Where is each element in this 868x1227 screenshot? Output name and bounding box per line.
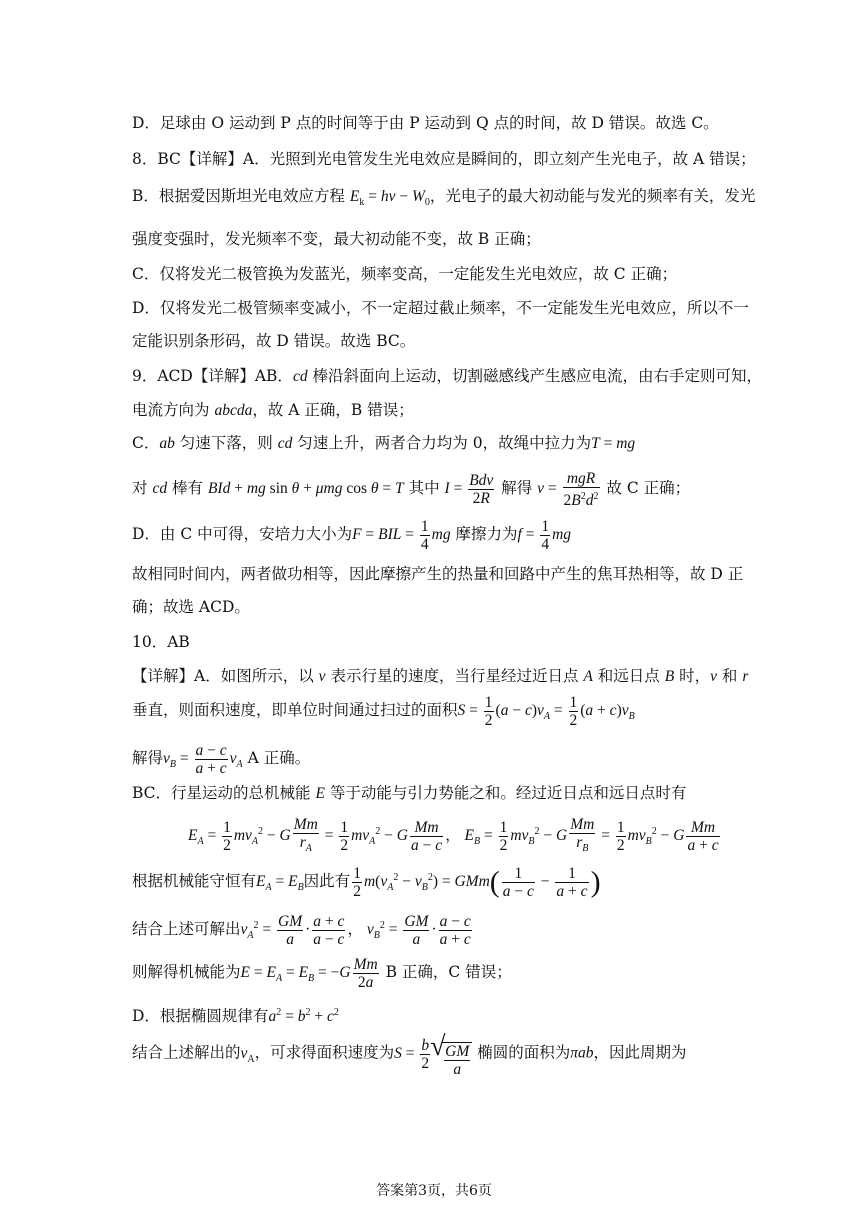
text: 【详解】A．如图所示，以 — [132, 667, 319, 685]
text: ，故 A 正确，B 错误； — [252, 401, 414, 419]
text: ，可求得面积速度为 — [254, 1043, 395, 1062]
text-line — [132, 738, 310, 785]
text-line — [132, 690, 635, 737]
formula: $E_k = h\nu - W_0$ — [349, 188, 430, 209]
text: 解得 — [132, 749, 164, 767]
formula: $E_A$ = $\frac{1}{2}$ $mv_A^2 - G$ $\frac{Mm}{r_A}$ = $\frac{1}{2}$ $mv_A^2 - G$ $\frac{Mm}{a - c}$ ， $E_B$ = $\frac{1}{2}$ $mv_B^2 - G$ $\frac{Mm}{r_B}$ = $\frac{1}{2}$ $mv_B^2 - G$ $\frac{Mm}{a + c}$ — [188, 816, 719, 855]
text-line: 对 cd 棒有 BId + mg sin θ + μmg cos θ = T 其中 I = $\frac{\text{Bdv}}{2R}$ 解得 v = $\frac{\text{mgR}}{2B^2d^2}$ 故 C 正确； — [132, 469, 691, 510]
text: 强度变强时，发光频率不变，最大初动能不变，故 B 正确； — [132, 230, 541, 248]
text: 则解得机械能为 — [132, 963, 241, 981]
text: D．根据椭圆规律有 — [132, 1007, 269, 1026]
text: D．仅将发光二极管频率变减小，不一定超过截止频率，不一定能发生光电效应，所以不一 — [132, 299, 749, 317]
text: 和远日点 — [592, 667, 665, 685]
formula: BId + mg sin θ + μmg cos θ = T — [207, 480, 404, 497]
text: D．足球由 O 运动到 P 点的时间等于由 P 运动到 Q 点的时间，故 D 错误。故选 C。 — [132, 114, 719, 132]
text: 确；故选 ACD。 — [132, 598, 250, 616]
formula: $v_A^2$ = $\frac{GM}{a}$ · $\frac{a + c}{a - c}$ ， $v_B^2$ = $\frac{GM}{a}$ · $\frac{a - c}{a + c}$ — [240, 913, 471, 949]
text: 结合上述解出的 — [132, 1043, 241, 1062]
text: B．根据爱因斯坦光电效应方程 — [132, 187, 345, 205]
formula: $\frac{1}{2}$ $m(v_A^2 - v_B^2) = GMm$( $\frac{1}{a - c}$ − $\frac{1}{a + c}$ ) — [353, 865, 601, 901]
text-line: 9．ACD【详解】AB．cd 棒沿斜面向上运动，切割磁感线产生感应电流，由右手定则可知， — [132, 367, 763, 385]
text-line — [132, 632, 190, 652]
text-line — [132, 514, 571, 555]
text: 定能识别条形码，故 D 错误。故选 BC。 — [132, 332, 416, 350]
text-line — [132, 1003, 339, 1027]
formula: v = $\frac{\text{mgR}}{2B^2d^2}$ — [537, 469, 599, 510]
text-line — [132, 149, 756, 169]
text: 等于动能与引力势能之和。经过近日点和远日点时有 — [324, 784, 687, 802]
text: 摩擦力为 — [450, 525, 518, 543]
text: ，光电子的最大初动能与发光的频率有关，发光 — [429, 187, 756, 205]
text: 解得 — [496, 479, 538, 497]
text-line — [132, 229, 541, 249]
text-line — [132, 952, 512, 999]
formula: $a^2 = b^2 + c^2$ — [268, 1007, 339, 1026]
text: 故相同时间内，两者做功相等，因此摩擦产生的热量和回路中产生的焦耳热相等，故 D 正 — [132, 565, 744, 583]
text: 匀速上升，两者合力均为 0，故绳中拉力为 — [292, 434, 592, 452]
text: 匀速下落，则 — [174, 434, 278, 452]
text: 棒沿斜面向上运动，切割磁感线产生感应电流，由右手定则可知， — [307, 367, 763, 385]
text-line — [132, 186, 755, 213]
text: 和 — [717, 667, 743, 685]
formula: $v_B$ = $\frac{a - c}{a + c}$ $v_A$ — [163, 741, 243, 777]
text-line: 【详解】A．如图所示，以 v 表示行星的速度，当行星经过近日点 A 和远日点 B 时，v 和 r — [132, 667, 749, 685]
text: A 正确。 — [242, 749, 311, 767]
formula: f = $\frac{1}{4}$ mg — [517, 517, 572, 553]
formula: $E_A = E_B$ — [256, 873, 304, 894]
text: 垂直，则面积速度，即单位时间通过扫过的面积 — [132, 701, 458, 719]
text-line: 电流方向为 abcda，故 A 正确，B 错误； — [132, 401, 414, 419]
text: 其中 — [403, 479, 445, 497]
text: 10．AB — [132, 633, 190, 651]
text: C．仅将发光二极管换为发蓝光，频率变高，一定能发生光电效应，故 C 正确； — [132, 265, 678, 283]
text-line: 结合上述解出的$v_A$，可求得面积速度为S = $\frac{b}{2}$ √ $\frac{GM}{a}$ 椭圆的面积为πab，因此周期为 — [132, 1030, 686, 1082]
formula: $E = E_A = E_B = -G$ $\frac{Mm}{2a}$ — [240, 955, 378, 991]
formula: S = $\frac{b}{2}$ √ $\frac{GM}{a}$ — [394, 1045, 472, 1062]
text: 时， — [674, 667, 711, 685]
text: 故 C 正确； — [601, 479, 691, 497]
text-line: C．ab 匀速下落，则 cd 匀速上升，两者合力均为 0，故绳中拉力为T = mg — [132, 434, 636, 452]
page-footer: 答案第3页，共6页 — [376, 1183, 492, 1199]
text: 对 — [132, 479, 153, 497]
text: C． — [132, 434, 160, 452]
text-line — [132, 564, 743, 584]
formula: F = BIL = $\frac{1}{4}$ mg — [352, 517, 451, 553]
text-line — [132, 298, 749, 318]
text: 电流方向为 — [132, 401, 215, 419]
formula-line — [188, 812, 722, 862]
text: 8．BC【详解】A．光照到光电管发生光电效应是瞬间的，即立刻产生光电子，故 A 错误； — [132, 150, 756, 168]
text: 棒有 — [167, 479, 208, 497]
text: 表示行星的速度，当行星经过近日点 — [325, 667, 584, 685]
text: 根据机械能守恒有 — [132, 872, 257, 891]
text-line: BC．行星运动的总机械能 E 等于动能与引力势能之和。经过近日点和远日点时有 — [132, 784, 687, 802]
text: ，因此周期为 — [593, 1043, 687, 1062]
text-line — [132, 597, 250, 617]
text: D．由 C 中可得，安培力大小为 — [132, 525, 353, 543]
formula: I = $\frac{\text{Bdv}}{2R}$ — [444, 471, 494, 507]
formula: S = $\frac{1}{2}$ $(a - c)v_A$ = $\frac{1}{2}$ $(a + c)v_B$ — [457, 693, 635, 729]
text-line — [132, 331, 415, 351]
text-line — [132, 906, 474, 956]
text-line — [132, 858, 601, 908]
text: 结合上述可解出 — [132, 920, 241, 939]
text: 9．ACD【详解】AB． — [132, 367, 293, 385]
text: BC．行星运动的总机械能 — [132, 784, 316, 802]
text-line — [132, 264, 677, 284]
text: 椭圆的面积为 — [472, 1043, 571, 1062]
text-line — [132, 113, 719, 133]
text: 因此有 — [303, 872, 351, 891]
text: B 正确，C 错误； — [380, 963, 512, 981]
